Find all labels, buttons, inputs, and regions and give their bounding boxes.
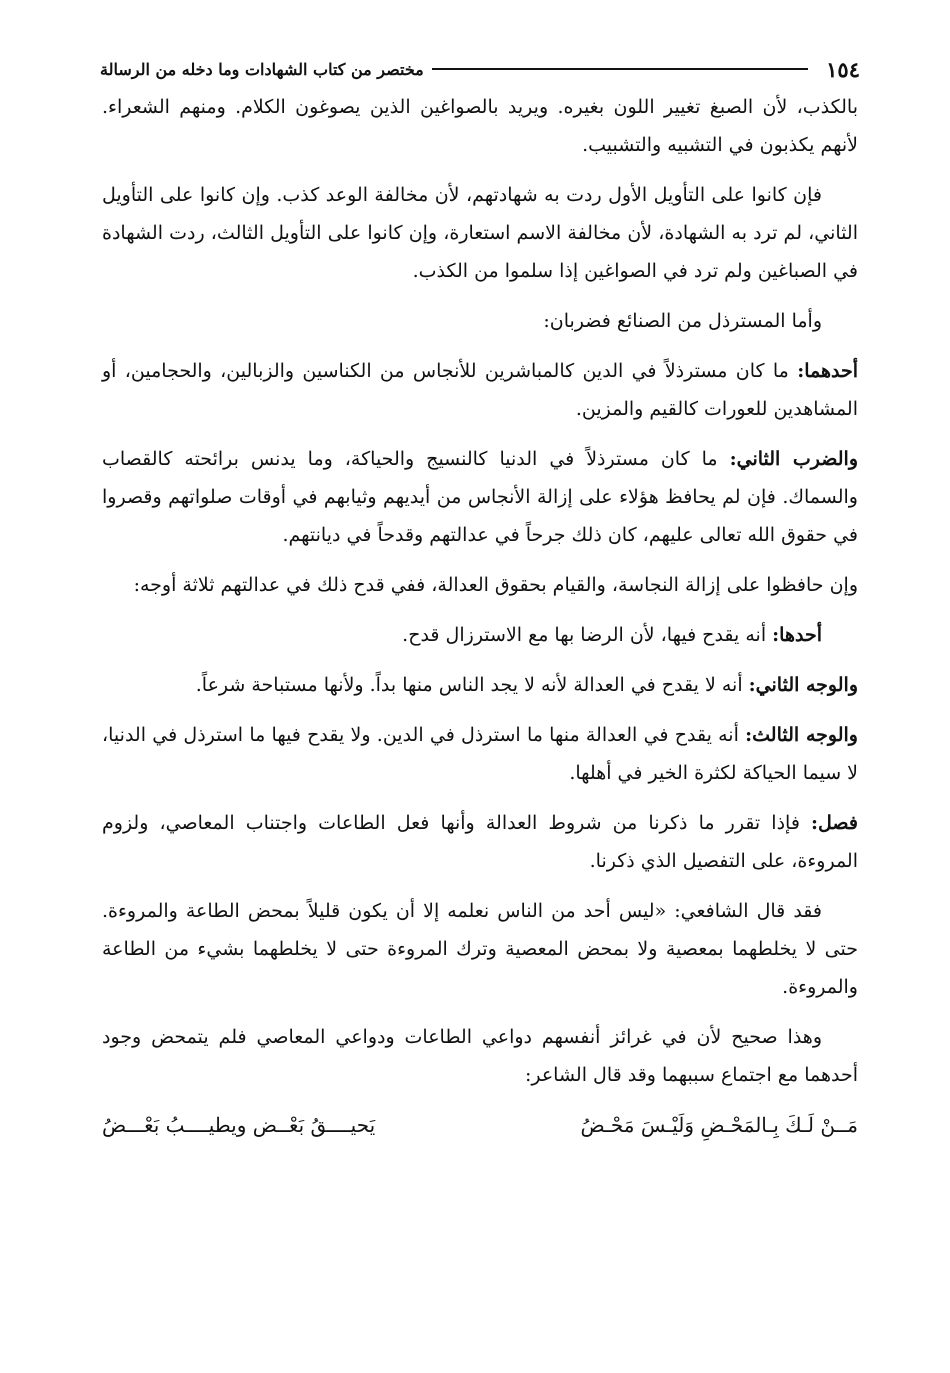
paragraph-lead: والوجه الثالث: (745, 724, 858, 746)
header-rule (432, 68, 808, 70)
paragraph (102, 716, 858, 792)
paragraph-text: ما كان مسترذلاً في الدنيا كالنسيج والحياكة، وما يدنس برائحته كالقصاب والسماك. فإن لم يحافظ هؤلاء على إزالة الأنجاس من أيديهم وثيابهم في أوقات صلواتهم وقصروا في حقوق الله تعالى عليهم، كان ذلك جرحاً في عدالتهم وقدحاً في ديانتهم. (102, 448, 858, 546)
paragraph-lead: أحدها: (772, 624, 822, 646)
paragraph-text: أنه يقدح فيها، لأن الرضا بها مع الاسترزال قدح. (402, 624, 767, 646)
paragraph (102, 666, 858, 704)
paragraph-text: فقد قال الشافعي: «ليس أحد من الناس نعلمه إلا أن يكون قليلاً بمحض الطاعة والمروءة. حتى لا يخلطهما بمعصية ولا بمحض المعصية وترك المروءة حتى لا يخلطهما بشيء من الطاعة والمروءة. (102, 900, 858, 998)
paragraph-text: وأما المسترذل من الصنائع فضربان: (543, 310, 822, 332)
paragraph (102, 616, 858, 654)
paragraph-text: وإن حافظوا على إزالة النجاسة، والقيام بحقوق العدالة، ففي قدح ذلك في عدالتهم ثلاثة أوجه: (133, 574, 858, 596)
page-number: ١٥٤ (826, 56, 860, 82)
paragraph (102, 440, 858, 554)
paragraph-lead: والضرب الثاني: (729, 448, 858, 470)
paragraph-text: وهذا صحيح لأن في غرائز أنفسهم دواعي الطاعات ودواعي المعاصي فلم يتمحض وجود أحدهما مع اجتماع سببهما وقد قال الشاعر: (102, 1026, 858, 1086)
paragraph (102, 302, 858, 340)
paragraph (102, 176, 858, 290)
paragraph-text: أنه لا يقدح في العدالة لأنه لا يجد الناس منها بداً. ولأنها مستباحة شرعاً. (195, 674, 743, 696)
paragraph (102, 88, 858, 164)
paragraph-lead: أحدهما: (797, 360, 858, 382)
paragraph-text: أنه يقدح في العدالة منها ما استرذل في الدين. ولا يقدح فيها ما استرذل في الدنيا، لا سيما الحياكة لكثرة الخير في أهلها. (102, 724, 858, 784)
paragraph-text: ما كان مسترذلاً في الدين كالمباشرين للأنجاس من الكناسين والزبالين، والحجامين، أو المشاهدين للعورات كالقيم والمزين. (102, 360, 858, 420)
paragraph (102, 1018, 858, 1094)
paragraph-text: بالكذب، لأن الصبغ تغيير اللون بغيره. ويريد بالصواغين الذين يصوغون الكلام. ومنهم الشعراء. لأنهم يكذبون في التشبيه والتشبيب. (102, 96, 858, 156)
poetry-verse (102, 1106, 858, 1144)
verse-second-hemistich: يَحيــــقُ بَعْــض ويطيــــبُ بَعْـــضُ (102, 1113, 376, 1137)
verse-first-hemistich: مَــنْ لَـكَ بِـالمَحْـضِ وَلَيْـسَ مَحْـضُ (580, 1113, 858, 1137)
running-header (100, 52, 860, 86)
running-title: مختصر من كتاب الشهادات وما دخله من الرسالة (100, 59, 424, 79)
paragraph-text: فإن كانوا على التأويل الأول ردت به شهادتهم، لأن مخالفة الوعد كذب. وإن كانوا على التأويل الثاني، لم ترد به الشهادة، لأن مخالفة الاسم استعارة، وإن كانوا على التأويل الثالث، ردت الشهادة في الصباغين ولم ترد في الصواغين إذا سلموا من الكذب. (102, 184, 858, 282)
paragraph-lead: فصل: (811, 812, 858, 834)
paragraph (102, 804, 858, 880)
paragraph-lead: والوجه الثاني: (748, 674, 858, 696)
paragraph (102, 352, 858, 428)
paragraph (102, 566, 858, 604)
page-body (102, 88, 858, 1144)
paragraph (102, 892, 858, 1006)
paragraph-text: فإذا تقرر ما ذكرنا من شروط العدالة وأنها فعل الطاعات واجتناب المعاصي، ولزوم المروءة، على التفصيل الذي ذكرنا. (102, 812, 858, 872)
